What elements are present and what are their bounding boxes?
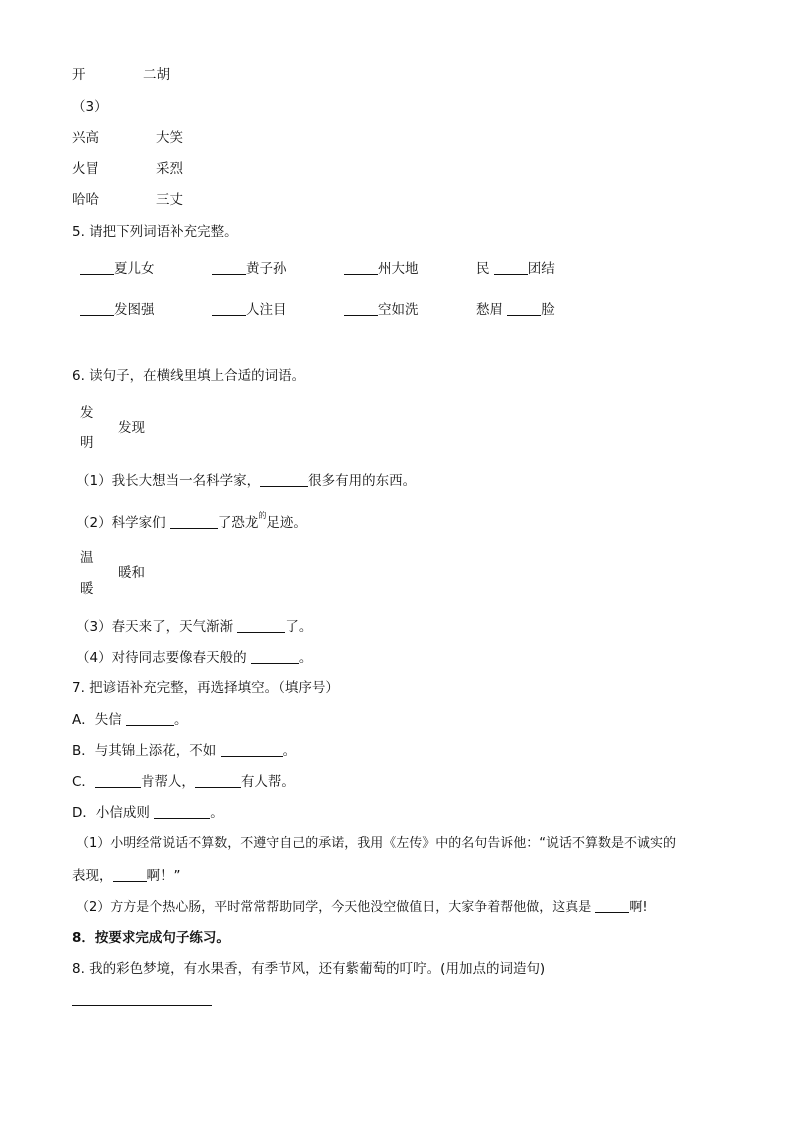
q6-word-nuanhuo: 暖和 [118,565,145,581]
q4-row1-right: 大笑 [156,130,183,146]
fill-blank[interactable] [251,651,299,664]
q6-sentence-3: （3）春天来了，天气渐渐 了。 [76,619,313,635]
fill-blank[interactable] [507,303,541,316]
q7-title: 7. 把谚语补充完整，再选择填空。（填序号） [72,680,339,696]
q7-sentence-1-line2: 表现， 啊！” [72,868,181,884]
fill-blank[interactable] [170,516,218,529]
q4-sub3-label: （3） [72,99,108,115]
fill-blank[interactable] [113,869,147,882]
q5-r2-item3: 空如洗 [344,303,419,318]
q7-option-b: B．与其锦上添花，不如 。 [72,743,297,759]
fill-blank[interactable] [95,775,141,788]
q7-option-c: C． 肯帮人， 有人帮。 [72,774,295,790]
q6-word-nuan: 暖 [80,581,94,597]
fill-blank[interactable] [154,806,210,819]
fill-blank[interactable] [344,262,378,275]
fill-blank[interactable] [260,474,308,487]
q6-word-fa: 发 [80,405,94,421]
fill-blank[interactable] [494,262,528,275]
q5-r2-item1: 发图强 [80,303,155,318]
q6-sentence-1: （1）我长大想当一名科学家， 很多有用的东西。 [76,473,417,489]
q6-title: 6. 读句子，在横线里填上合适的词语。 [72,368,306,384]
q7-sentence-1-line1: （1）小明经常说话不算数，不遵守自己的承诺，我用《左传》中的名句告诉他：“说话不算数是不诚实的 [76,836,677,851]
q4-row3-right: 三丈 [156,192,183,208]
fill-blank[interactable] [126,713,174,726]
q6-word-faxian: 发现 [118,420,145,436]
ruby-de: 的 [258,511,267,520]
q8-heading: 8．按要求完成句子练习。 [72,930,230,946]
q6-sentence-4: （4）对待同志要像春天般的 。 [76,650,313,666]
fill-blank[interactable] [595,900,629,913]
q6-sentence-2: （2）科学家们 了恐龙$^的$足迹。 [76,511,307,531]
fill-blank[interactable] [221,744,283,757]
fill-blank[interactable] [212,262,246,275]
q5-r2-item4: 愁眉 脸 [476,302,555,318]
fill-blank[interactable] [195,775,241,788]
q7-option-d: D．小信成则 。 [72,805,224,821]
q6-word-ming: 明 [80,435,94,451]
fill-blank[interactable] [212,303,246,316]
q5-r1-item1: 夏儿女 [80,262,155,277]
q4-row1-left: 兴高 [72,130,99,146]
fill-blank[interactable] [237,620,285,633]
q5-r1-item2: 黄子孙 [212,262,287,277]
q4-row3-left: 哈哈 [72,192,99,208]
q8-sentence: 8. 我的彩色梦境，有水果香，有季节风，还有紫葡萄的叮咛。(用加点的词造句) [72,961,546,977]
q4-word-erhu: 二胡 [143,67,170,83]
q6-word-wen: 温 [80,550,94,566]
q5-r1-item4: 民 团结 [476,261,555,277]
q7-option-a: A．失信 。 [72,712,188,728]
fill-blank[interactable] [80,262,114,275]
q4-row2-right: 采烈 [156,161,183,177]
fill-blank[interactable] [344,303,378,316]
q5-r1-item3: 州大地 [344,262,419,277]
fill-blank[interactable] [80,303,114,316]
q7-sentence-2: （2）方方是个热心肠，平时常常帮助同学，今天他没空做值日，大家争着帮他做，这真是 啊! [76,900,648,915]
q5-title: 5. 请把下列词语补充完整。 [72,224,238,240]
q4-word-kai: 开 [72,67,86,83]
q5-r2-item2: 人注目 [212,303,287,318]
answer-line[interactable] [72,1005,212,1006]
q4-row2-left: 火冒 [72,161,99,177]
